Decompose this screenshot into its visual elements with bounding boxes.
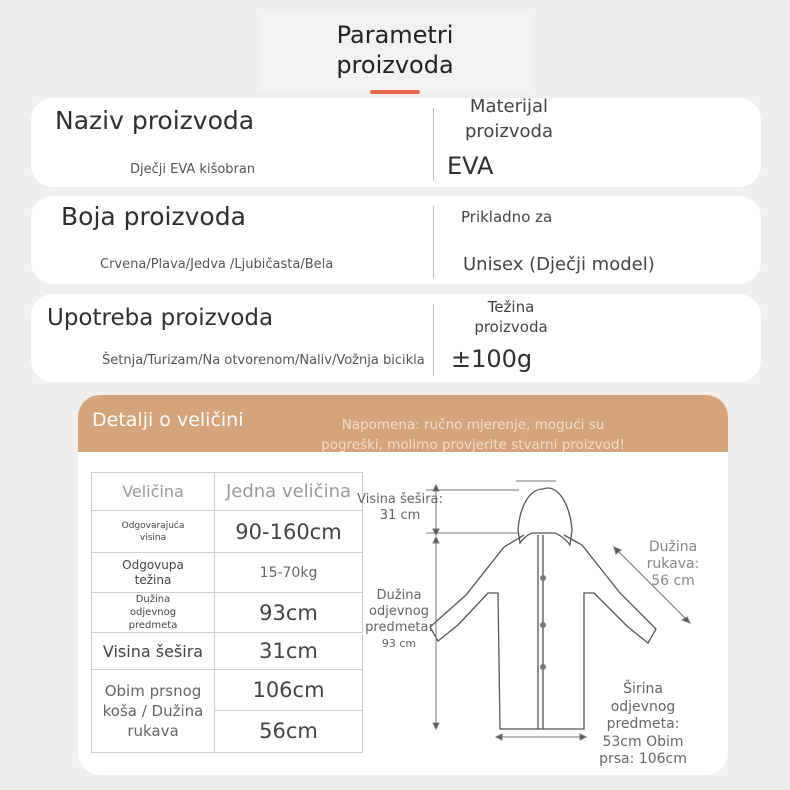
row-label-line: Odgovupa xyxy=(122,557,184,572)
row-label-length xyxy=(92,593,215,633)
dim-label-line: prsa: 106cm xyxy=(599,751,687,767)
table-header-size: Veličina xyxy=(92,473,215,511)
row-label-weight xyxy=(92,553,215,593)
table-row xyxy=(92,553,363,593)
row-label-height xyxy=(92,511,215,553)
row-label-line: koša / Dužina xyxy=(102,702,204,720)
suitable-for-value: Unisex (Dječji model) xyxy=(463,254,655,275)
card-divider xyxy=(433,304,434,376)
chest-value: 106cm xyxy=(215,670,362,711)
param-card-name xyxy=(31,98,761,187)
row-label-line: odjevnog xyxy=(129,607,177,618)
note-line-1: Napomena: ručno mjerenje, mogući su xyxy=(341,417,605,433)
dim-label-line: Širina xyxy=(623,681,663,697)
row-value-weight: 15-70kg xyxy=(215,553,363,593)
size-details-header xyxy=(78,395,728,452)
suitable-for-label: Prikladno za xyxy=(461,208,553,226)
table-row xyxy=(92,670,363,753)
material-value: EVA xyxy=(447,152,494,180)
dim-label-line: 53cm Obim xyxy=(602,733,684,750)
raincoat-diagram xyxy=(358,475,728,775)
dim-label-line: Dužina xyxy=(376,588,422,603)
dim-label-line: odjevnog xyxy=(610,698,676,715)
table-row xyxy=(92,593,363,633)
weight-label xyxy=(461,297,561,337)
product-usage-label: Upotreba proizvoda xyxy=(47,305,274,331)
sleeve-value: 56cm xyxy=(259,719,318,743)
card-divider xyxy=(433,206,434,278)
row-label-hat: Visina šešira xyxy=(92,633,215,670)
card-divider xyxy=(433,108,434,181)
dim-label-line: predmeta: xyxy=(365,620,433,635)
weight-value: ±100g xyxy=(451,345,533,373)
dim-label-line: predmeta: xyxy=(606,716,680,732)
size-table xyxy=(91,472,363,753)
product-usage-value: Šetnja/Turizam/Na otvorenom/Naliv/Vožnja bicikla xyxy=(102,353,425,368)
weight-label-line-2: proizvoda xyxy=(474,318,548,336)
measurement-note xyxy=(293,415,653,455)
row-label-line: predmeta xyxy=(128,620,178,631)
row-label-line: Odgovarajuća xyxy=(121,520,185,531)
dim-label-line: rukava: xyxy=(646,556,700,572)
dim-label-line: 31 cm xyxy=(379,508,421,523)
page-title xyxy=(258,14,532,92)
size-details-title: Detalji o veličini xyxy=(92,409,244,431)
row-value-hat: 31cm xyxy=(215,633,363,670)
row-value-length: 93cm xyxy=(215,593,363,633)
row-value-chest-sleeve xyxy=(215,670,363,753)
table-row xyxy=(92,511,363,553)
param-card-usage xyxy=(31,294,761,382)
size-details-panel xyxy=(78,395,728,775)
product-name-label: Naziv proizvoda xyxy=(55,106,255,135)
dim-label-line: Visina šešira: xyxy=(357,492,443,507)
sleeve-length-label xyxy=(628,539,718,590)
title-line-1: Parametri xyxy=(336,21,454,49)
title-underline xyxy=(370,90,420,94)
table-row xyxy=(92,633,363,670)
row-value-height: 90-160cm xyxy=(215,511,363,553)
dim-label-line: odjevnog xyxy=(369,604,429,619)
row-label-line: Obim prsnog xyxy=(104,682,202,700)
title-line-2: proizvoda xyxy=(336,51,454,79)
row-label-chest-sleeve xyxy=(92,670,215,753)
weight-label-line-1: Težina xyxy=(487,298,535,316)
table-header-one-size: Jedna veličina xyxy=(215,473,363,511)
hat-height-label xyxy=(345,492,455,524)
material-label-line-1: Materijal xyxy=(469,96,549,117)
dim-label-line: 93 cm xyxy=(381,637,417,650)
product-name-value: Dječji EVA kišobran xyxy=(130,162,256,177)
row-label-line: visina xyxy=(139,532,167,543)
dim-label-line: Dužina xyxy=(648,539,698,555)
material-label-line-2: proizvoda xyxy=(464,121,553,142)
garment-width-label xyxy=(588,681,698,769)
product-color-value: Crvena/Plava/Jedva /Ljubičasta/Bela xyxy=(100,257,334,272)
row-label-line: rukava xyxy=(127,722,179,740)
material-label xyxy=(459,94,559,144)
row-label-line: Dužina xyxy=(135,594,171,605)
table-header-row xyxy=(92,473,363,511)
row-label-line: težina xyxy=(134,572,172,587)
param-card-color xyxy=(31,196,761,284)
product-color-label: Boja proizvoda xyxy=(61,202,246,231)
garment-length-label xyxy=(344,588,454,652)
note-line-2: pogreški, molimo provjerite stvarni proizvod! xyxy=(321,437,625,453)
dim-label-line: 56 cm xyxy=(651,573,695,589)
